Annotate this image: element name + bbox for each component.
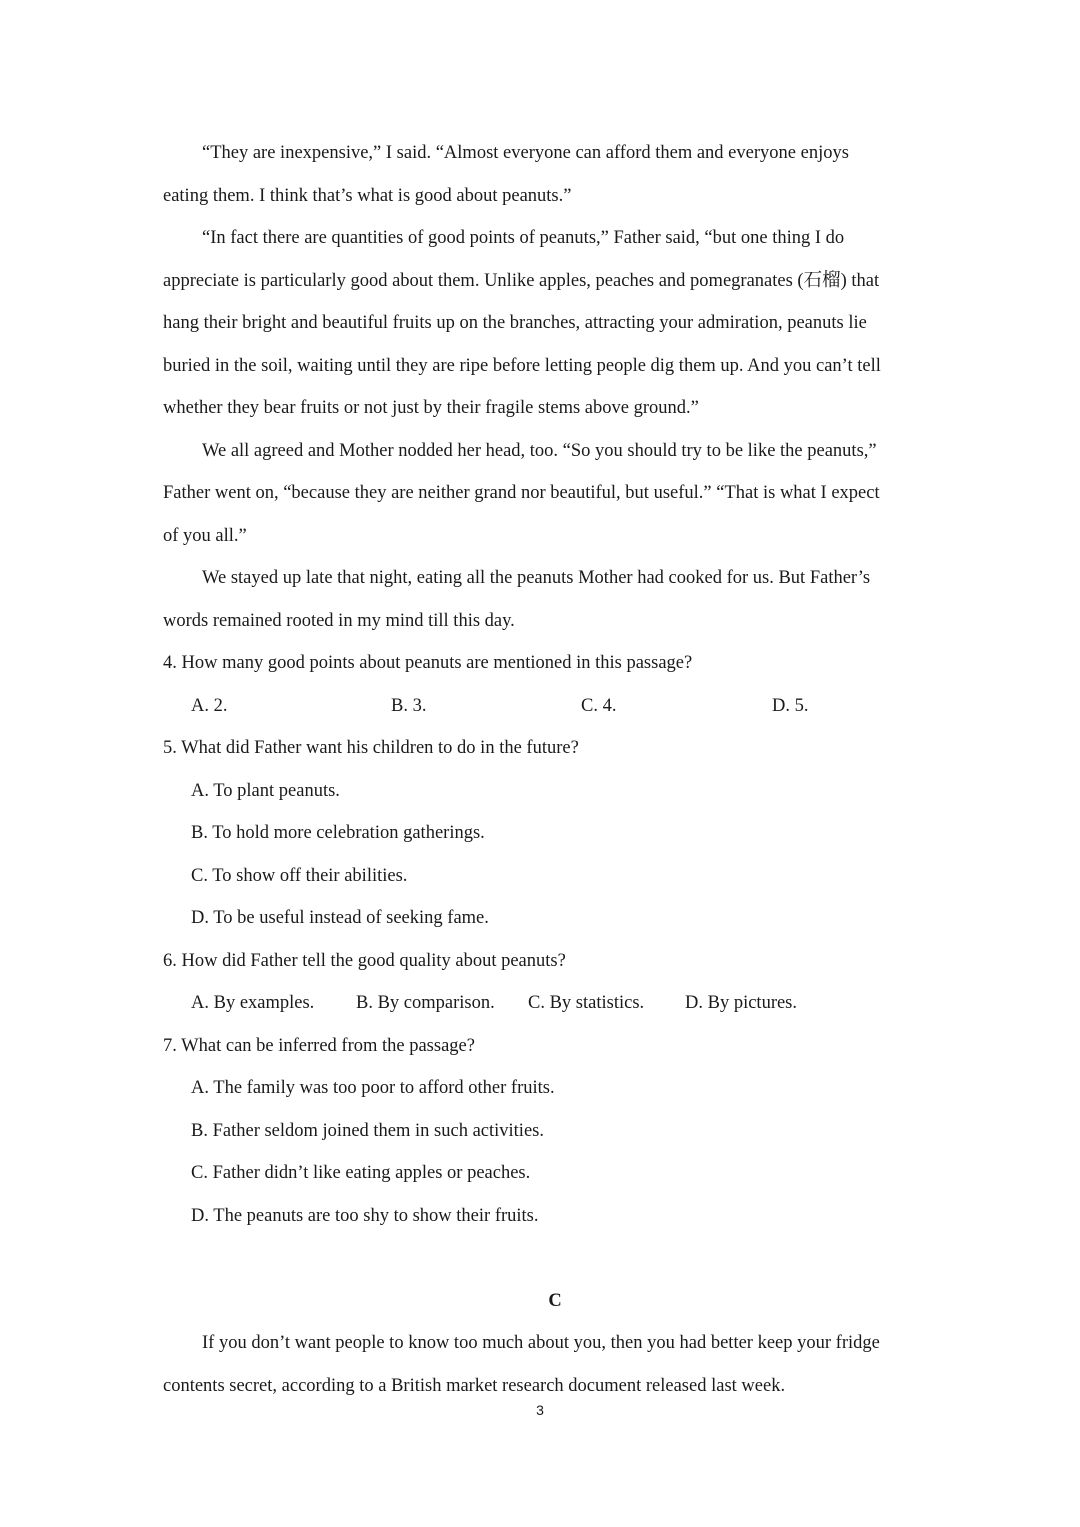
question-6-options [0,991,1080,1015]
question-6-option-b: B. By comparison. [356,993,495,1013]
passage-b-line: “In fact there are quantities of good points of peanuts,” Father said, “but one thing I do [202,228,845,248]
passage-b-line: hang their bright and beautiful fruits up on the branches, attracting your admiration, peanuts lie [163,313,867,333]
question-4-option-a: A. 2. [191,696,228,716]
passage-b-line: We all agreed and Mother nodded her head, too. “So you should try to be like the peanuts,” [202,441,877,461]
question-6-option-c: C. By statistics. [528,993,645,1013]
question-5-option-b: B. To hold more celebration gatherings. [191,823,485,843]
passage-b-line: eating them. I think that’s what is good about peanuts.” [163,186,572,206]
question-4-option-b: B. 3. [391,696,427,716]
page-number: 3 [536,1402,544,1418]
passage-c-line: If you don’t want people to know too much about you, then you had better keep your fridge [202,1333,880,1353]
question-5-stem: 5. What did Father want his children to do in the future? [163,738,579,758]
question-6-stem: 6. How did Father tell the good quality about peanuts? [163,951,566,971]
passage-b-line: “They are inexpensive,” I said. “Almost everyone can afford them and everyone enjoys [202,143,849,163]
question-4-stem: 4. How many good points about peanuts are mentioned in this passage? [163,653,693,673]
passage-b-line: words remained rooted in my mind till this day. [163,611,515,631]
question-5-option-c: C. To show off their abilities. [191,866,408,886]
question-6-option-a: A. By examples. [191,993,315,1013]
passage-c-line: contents secret, according to a British market research document released last week. [163,1376,786,1396]
section-c-heading: C [548,1291,562,1311]
passage-b-line: whether they bear fruits or not just by their fragile stems above ground.” [163,398,699,418]
question-6-option-d: D. By pictures. [685,993,798,1013]
passage-b-line: We stayed up late that night, eating all the peanuts Mother had cooked for us. But Father’s [202,568,871,588]
passage-b-line: buried in the soil, waiting until they are ripe before letting people dig them up. And you can’t tell [163,356,881,376]
question-5-option-d: D. To be useful instead of seeking fame. [191,908,489,928]
question-4-option-d: D. 5. [772,696,809,716]
question-7-option-c: C. Father didn’t like eating apples or peaches. [191,1163,531,1183]
question-4-options [0,694,1080,718]
passage-b-line: of you all.” [163,526,247,546]
question-4-option-c: C. 4. [581,696,617,716]
passage-b-line: appreciate is particularly good about them. Unlike apples, peaches and pomegranates (石榴) that [163,271,880,291]
question-7-stem: 7. What can be inferred from the passage? [163,1036,475,1056]
question-7-option-b: B. Father seldom joined them in such activities. [191,1121,544,1141]
question-5-option-a: A. To plant peanuts. [191,781,340,801]
passage-b-line: Father went on, “because they are neither grand nor beautiful, but useful.” “That is what I expect [163,483,880,503]
question-7-option-d: D. The peanuts are too shy to show their fruits. [191,1206,539,1226]
question-7-option-a: A. The family was too poor to afford other fruits. [191,1078,555,1098]
